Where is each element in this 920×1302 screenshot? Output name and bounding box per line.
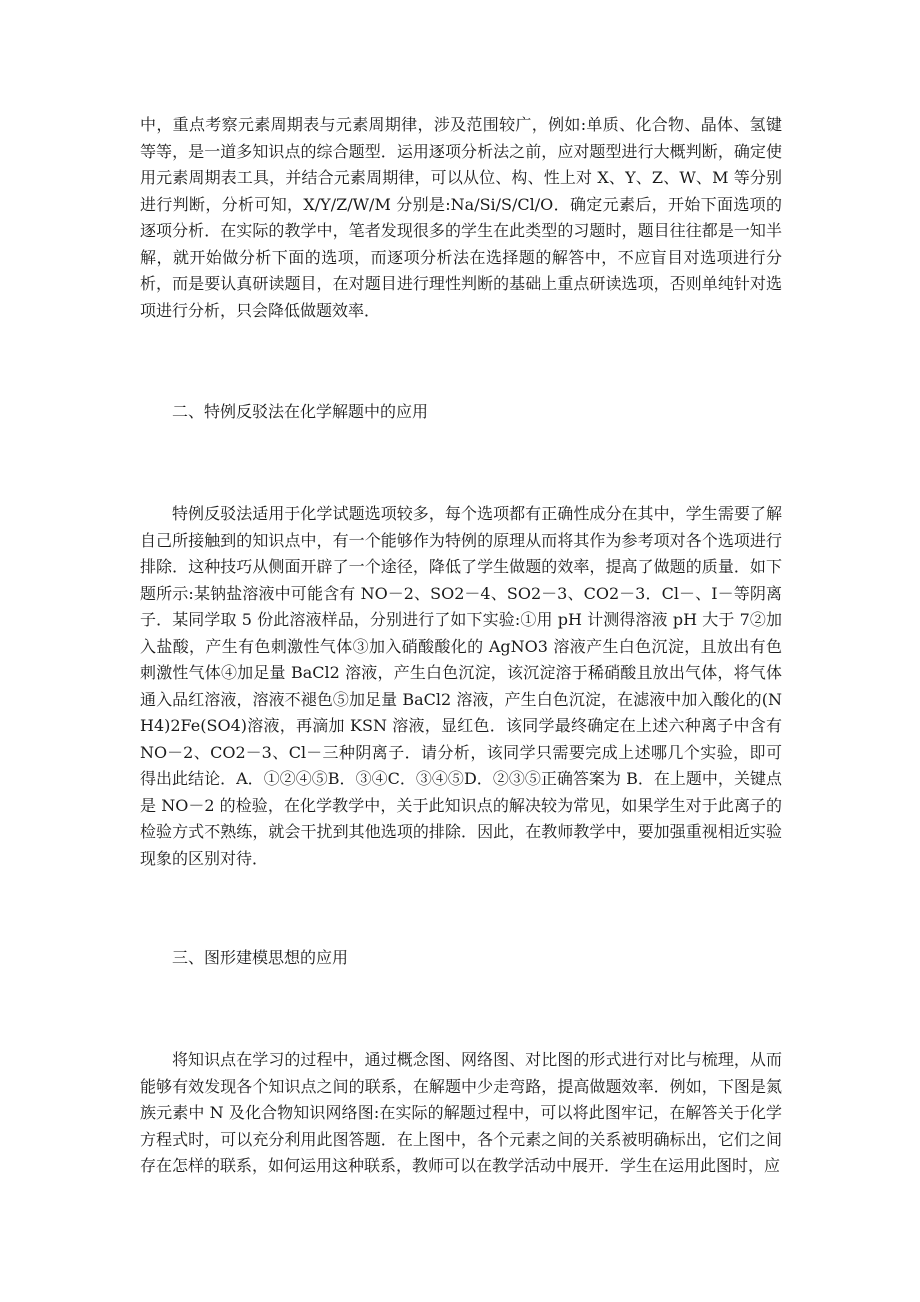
paragraph-graphic-modeling: 将知识点在学习的过程中，通过概念图、网络图、对比图的形式进行对比与梳理，从而能够有效发现各个知识点之间的联系，在解题中少走弯路，提高做题效率．例如，下图是氮族元素中 N 及化合物知识网络图:在实际的解题过程中，可以将此图牢记，在解答关于化学方程式时，可以充分利用此图答题．在上图中，各个元素之间的关系被明确标出，它们之间存在怎样的联系，如何运用这种联系，教师可以在教学活动中展开．学生在运用此图时，应	[140, 1050, 782, 1175]
section-heading-graphic-modeling: 三、图形建模思想的应用	[172, 948, 349, 967]
paragraph-special-case-refutation: 特例反驳法适用于化学试题选项较多，每个选项都有正确性成分在其中，学生需要了解自己所接触到的知识点中，有一个能够作为特例的原理从而将其作为参考项对各个选项进行排除．这种技巧从侧面开辟了一个途径，降低了学生做题的效率，提高了做题的质量．如下题所示:某钠盐溶液中可能含有 NO－2、SO2－4、SO2－3、CO2－3．Cl－、I－等阴离子．某同学取 5 份此溶液样品，分别进行了如下实验:①用 pH 计测得溶液 pH 大于 7②加入盐酸，产生有色刺激性气体③加入硝酸酸化的 AgNO3 溶液产生白色沉淀，且放出有色刺激性气体④加足量 BaCl2 溶液，产生白色沉淀，该沉淀溶于稀硝酸且放出气体，将气体通入品红溶液，溶液不褪色⑤加足量 BaCl2 溶液，产生白色沉淀，在滤液中加入酸化的(NH4)2Fe(SO4)溶液，再滴加 KSN 溶液，显红色．该同学最终确定在上述六种离子中含有 NO－2、CO2－3、Cl－三种阴离子．请分析，该同学只需要完成上述哪几个实验，即可得出此结论．A．①②④⑤B．③④C．③④⑤D．②③⑤正确答案为 B．在上题中，关键点是 NO－2 的检验，在化学教学中，关于此知识点的解决较为常见，如果学生对于此离子的检验方式不熟练，就会干扰到其他选项的排除．因此，在教师教学中，要加强重视相近实验现象的区别对待．	[140, 504, 782, 868]
paragraph-element-periodic-analysis: 中，重点考察元素周期表与元素周期律，涉及范围较广，例如:单质、化合物、晶体、氢键等等，是一道多知识点的综合题型．运用逐项分析法之前，应对题型进行大概判断，确定使用元素周期表工具，并结合元素周期律，可以从位、构、性上对 X、Y、Z、W、M 等分别进行判断，分析可知，X/Y/Z/W/M 分别是:Na/Si/S/Cl/O．确定元素后，开始下面选项的逐项分析．在实际的教学中，笔者发现很多的学生在此类型的习题时，题目往往都是一知半解，就开始做分析下面的选项，而逐项分析法在选择题的解答中，不应盲目对选项进行分析，而是要认真研读题目，在对题目进行理性判断的基础上重点研读选项，否则单纯针对选项进行分析，只会降低做题效率．	[140, 115, 782, 320]
section-heading-special-case-refutation: 二、特例反驳法在化学解题中的应用	[172, 402, 429, 421]
